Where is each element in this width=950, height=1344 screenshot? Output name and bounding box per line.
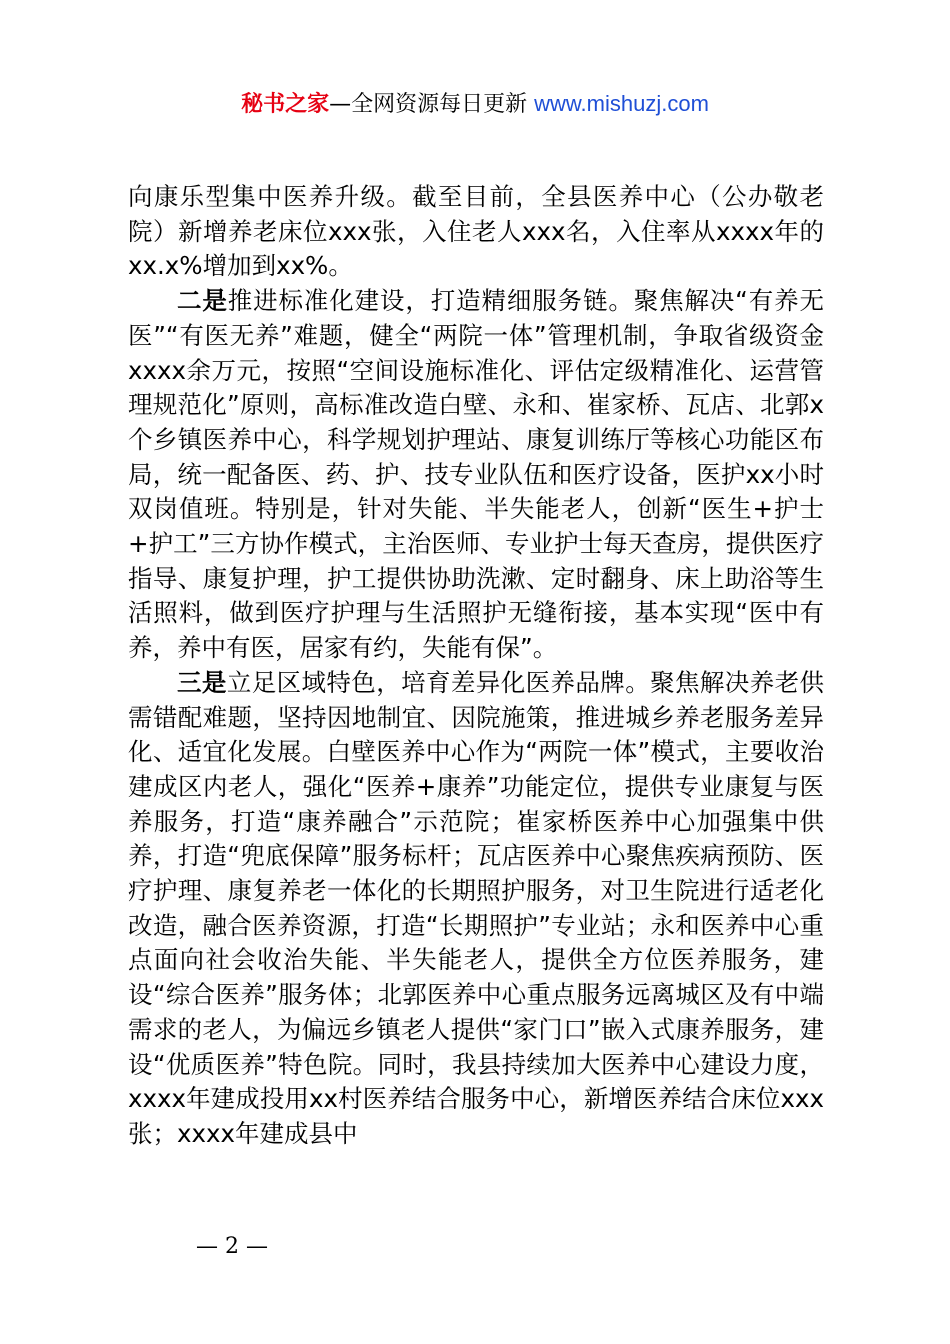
document-body xyxy=(128,180,824,1152)
banner-brand: 秘书之家 xyxy=(241,92,330,117)
paragraph-text: 向康乐型集中医养升级。截至目前，全县医养中心（公办敬老院）新增养老床位xxx张，入住老人xxx名，入住率从xxxx年的xx.x%增加到xx%。 xyxy=(128,182,824,281)
paragraph-continuation xyxy=(128,180,824,284)
banner-tagline: —全网资源每日更新 xyxy=(329,92,535,117)
paragraph-lead: 三是 xyxy=(177,667,227,697)
paragraph-point-three xyxy=(128,666,824,1152)
paragraph-text: 推进标准化建设，打造精细服务链。聚焦解决“有养无医”“有医无养”难题，健全“两院一体”管理机制，争取省级资金xxxx余万元，按照“空间设施标准化、评估定级精准化、运营管理规范化”原则，高标准改造白壁、永和、崔家桥、瓦店、北郭x个乡镇医养中心，科学规划护理站、康复训练厅等核心功能区布局，统一配备医、药、护、技专业队伍和医疗设备，医护xx小时双岗值班。特别是，针对失能、半失能老人，创新“医生+护士+护工”三方协作模式，主治医师、专业护士每天查房，提供医疗指导、康复护理，护工提供协助洗漱、定时翻身、床上助浴等生活照料，做到医疗护理与生活照护无缝衔接，基本实现“医中有养，养中有医，居家有约，失能有保”。 xyxy=(128,286,824,663)
site-banner xyxy=(0,84,950,125)
paragraph-lead: 二是 xyxy=(177,286,228,316)
page-number: — 2 — xyxy=(196,1234,268,1259)
paragraph-point-two xyxy=(128,284,824,666)
banner-url-link[interactable]: www.mishuzj.com xyxy=(534,91,709,116)
paragraph-text: 立足区域特色，培育差异化医养品牌。聚焦解决养老供需错配难题，坚持因地制宜、因院施策，推进城乡养老服务差异化、适宜化发展。白壁医养中心作为“两院一体”模式，主要收治建成区内老人，强化“医养+康养”功能定位，提供专业康复与医养服务，打造“康养融合”示范院；崔家桥医养中心加强集中供养，打造“兜底保障”服务标杆；瓦店医养中心聚焦疾病预防、医疗护理、康复养老一体化的长期照护服务，对卫生院进行适老化改造，融合医养资源，打造“长期照护”专业站；永和医养中心重点面向社会收治失能、半失能老人，提供全方位医养服务，建设“综合医养”服务体；北郭医养中心重点服务远离城区及有中端需求的老人，为偏远乡镇老人提供“家门口”嵌入式康养服务，建设“优质医养”特色院。同时，我县持续加大医养中心建设力度，xxxx年建成投用xx村医养结合服务中心，新增医养结合床位xxx张；xxxx年建成县中 xyxy=(128,667,825,1148)
